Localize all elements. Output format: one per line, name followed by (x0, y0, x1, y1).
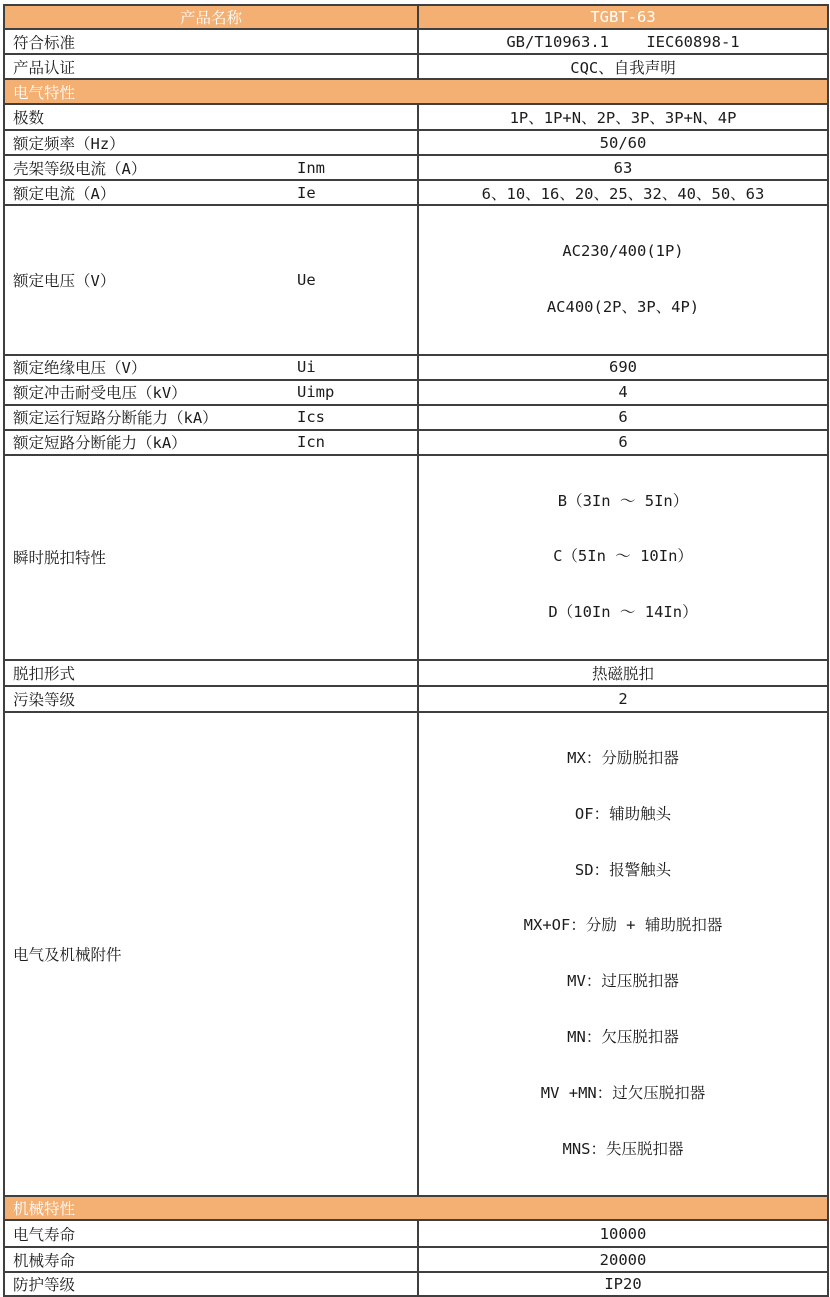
row-label: 防护等级 (13, 1276, 76, 1295)
row-value-cell (418, 660, 828, 686)
title-label-cell (4, 5, 418, 29)
row-value: 50/60 (599, 133, 647, 152)
param-symbol: Inm (297, 158, 325, 177)
row-value-line: C（5In ～ 10In） (553, 547, 693, 566)
row-value-cell (418, 54, 828, 79)
spec-row-electrical-life (4, 1220, 828, 1247)
row-label: 壳架等级电流（A） (13, 159, 147, 178)
row-label-cell (4, 355, 418, 380)
row-label-cell (4, 660, 418, 686)
spec-row-insulation-voltage (4, 355, 828, 380)
row-value-cell (418, 405, 828, 430)
row-label-cell (4, 455, 418, 660)
row-value-cell (418, 355, 828, 380)
param-symbol: Ie (297, 183, 316, 202)
row-value-cell (418, 180, 828, 205)
row-label: 符合标准 (13, 33, 76, 52)
row-label: 额定电流（A） (13, 184, 116, 203)
row-label-cell (4, 686, 418, 712)
table-title-row (4, 5, 828, 29)
row-value-cell (418, 380, 828, 405)
row-value-cell (418, 1272, 828, 1296)
spec-row-service-breaking (4, 405, 828, 430)
row-value-cell (418, 130, 828, 155)
row-value: 6、10、16、20、25、32、40、50、63 (481, 184, 765, 203)
row-value-line: MX：分励脱扣器 (567, 748, 679, 767)
spec-row-instantaneous-trip (4, 455, 828, 660)
section-title: 电气特性 (13, 83, 76, 102)
row-label: 瞬时脱扣特性 (13, 549, 107, 568)
row-label: 额定冲击耐受电压（kV） (13, 384, 187, 403)
spec-row-rated-current (4, 180, 828, 205)
spec-row-rated-voltage (4, 205, 828, 355)
row-label-cell (4, 712, 418, 1196)
row-value: 690 (609, 358, 637, 377)
row-value-cell (418, 455, 828, 660)
row-value: 6 (618, 408, 628, 427)
spec-row-frame-current (4, 155, 828, 180)
product-spec-table (3, 4, 829, 1297)
row-value-cell (418, 104, 828, 130)
row-value: 热磁脱扣 (591, 664, 654, 683)
row-label: 电气及机械附件 (13, 946, 122, 965)
row-label: 额定绝缘电压（V） (13, 359, 147, 378)
row-value-cell (418, 712, 828, 1196)
row-value: CQC、自我声明 (570, 58, 676, 77)
param-symbol: Ui (297, 358, 316, 377)
param-symbol: Uimp (297, 383, 335, 402)
row-value: IP20 (604, 1275, 642, 1294)
row-label: 污染等级 (13, 690, 76, 709)
section-header-electrical (4, 79, 828, 104)
row-value-line: AC400(2P、3P、4P) (546, 297, 700, 316)
spec-row-certification (4, 54, 828, 79)
spec-row-mechanical-life (4, 1247, 828, 1272)
spec-row-ultimate-breaking (4, 430, 828, 455)
row-value-line: MN：欠压脱扣器 (567, 1027, 679, 1046)
spec-row-protection-degree (4, 1272, 828, 1296)
spec-row-frequency (4, 130, 828, 155)
row-value-line: MV：过压脱扣器 (567, 972, 679, 991)
row-label: 电气寿命 (13, 1225, 76, 1244)
row-label-cell (4, 430, 418, 455)
row-label: 额定运行短路分断能力（kA） (13, 409, 218, 428)
row-label: 额定短路分断能力（kA） (13, 434, 187, 453)
row-value: 20000 (599, 1250, 647, 1269)
row-value: 4 (618, 383, 628, 402)
row-label-cell (4, 155, 418, 180)
row-value-line: OF：辅助触头 (574, 804, 672, 823)
row-value-cell (418, 1247, 828, 1272)
spec-row-pollution-degree (4, 686, 828, 712)
row-label-cell (4, 54, 418, 79)
row-value-cell (418, 155, 828, 180)
row-label-cell (4, 205, 418, 355)
row-value-line: B（3In ～ 5In） (557, 491, 689, 510)
spec-row-standards (4, 29, 828, 54)
spec-row-impulse-voltage (4, 380, 828, 405)
product-name-header: 产品名称 (179, 9, 242, 27)
row-value: 63 (613, 158, 633, 177)
row-label: 额定频率（Hz） (13, 134, 125, 153)
row-value: GB/T10963.1 IEC60898-1 (506, 32, 740, 51)
spec-row-poles (4, 104, 828, 130)
row-value: 1P、1P+N、2P、3P、3P+N、4P (509, 109, 737, 127)
row-value-cell (418, 430, 828, 455)
param-symbol: Ics (297, 408, 325, 427)
row-value-cell (418, 29, 828, 54)
section-header-mechanical (4, 1196, 828, 1220)
section-row-electrical (4, 79, 828, 104)
row-value-line: AC230/400(1P) (562, 242, 684, 260)
row-label: 产品认证 (13, 58, 76, 77)
row-label-cell (4, 1220, 418, 1247)
row-value: 2 (618, 689, 628, 708)
row-label-cell (4, 1247, 418, 1272)
row-label: 极数 (13, 109, 45, 127)
row-value-line: SD：报警触头 (574, 860, 672, 879)
row-value-cell (418, 205, 828, 355)
spec-row-accessories (4, 712, 828, 1196)
row-value: 6 (618, 433, 628, 452)
row-label-cell (4, 29, 418, 54)
section-row-mechanical (4, 1196, 828, 1220)
spec-row-trip-type (4, 660, 828, 686)
row-label: 机械寿命 (13, 1251, 76, 1270)
product-model: TGBT-63 (590, 8, 656, 26)
row-label: 额定电压（V） (13, 271, 116, 290)
row-label-cell (4, 405, 418, 430)
row-value-line: MNS：失压脱扣器 (562, 1139, 684, 1158)
row-label-cell (4, 130, 418, 155)
row-label-cell (4, 380, 418, 405)
row-value-line: MX+OF：分励 + 辅助脱扣器 (523, 916, 723, 935)
row-value-line: MV +MN：过欠压脱扣器 (540, 1083, 706, 1102)
row-label: 脱扣形式 (13, 664, 76, 683)
row-value-cell (418, 686, 828, 712)
title-value-cell (418, 5, 828, 29)
param-symbol: Ue (297, 270, 316, 289)
section-title: 机械特性 (13, 1200, 76, 1219)
row-label-cell (4, 104, 418, 130)
row-value-line: D（10In ～ 14In） (548, 603, 698, 622)
row-label-cell (4, 180, 418, 205)
row-value-cell (418, 1220, 828, 1247)
param-symbol: Icn (297, 433, 325, 452)
row-value: 10000 (599, 1224, 647, 1243)
row-label-cell (4, 1272, 418, 1296)
